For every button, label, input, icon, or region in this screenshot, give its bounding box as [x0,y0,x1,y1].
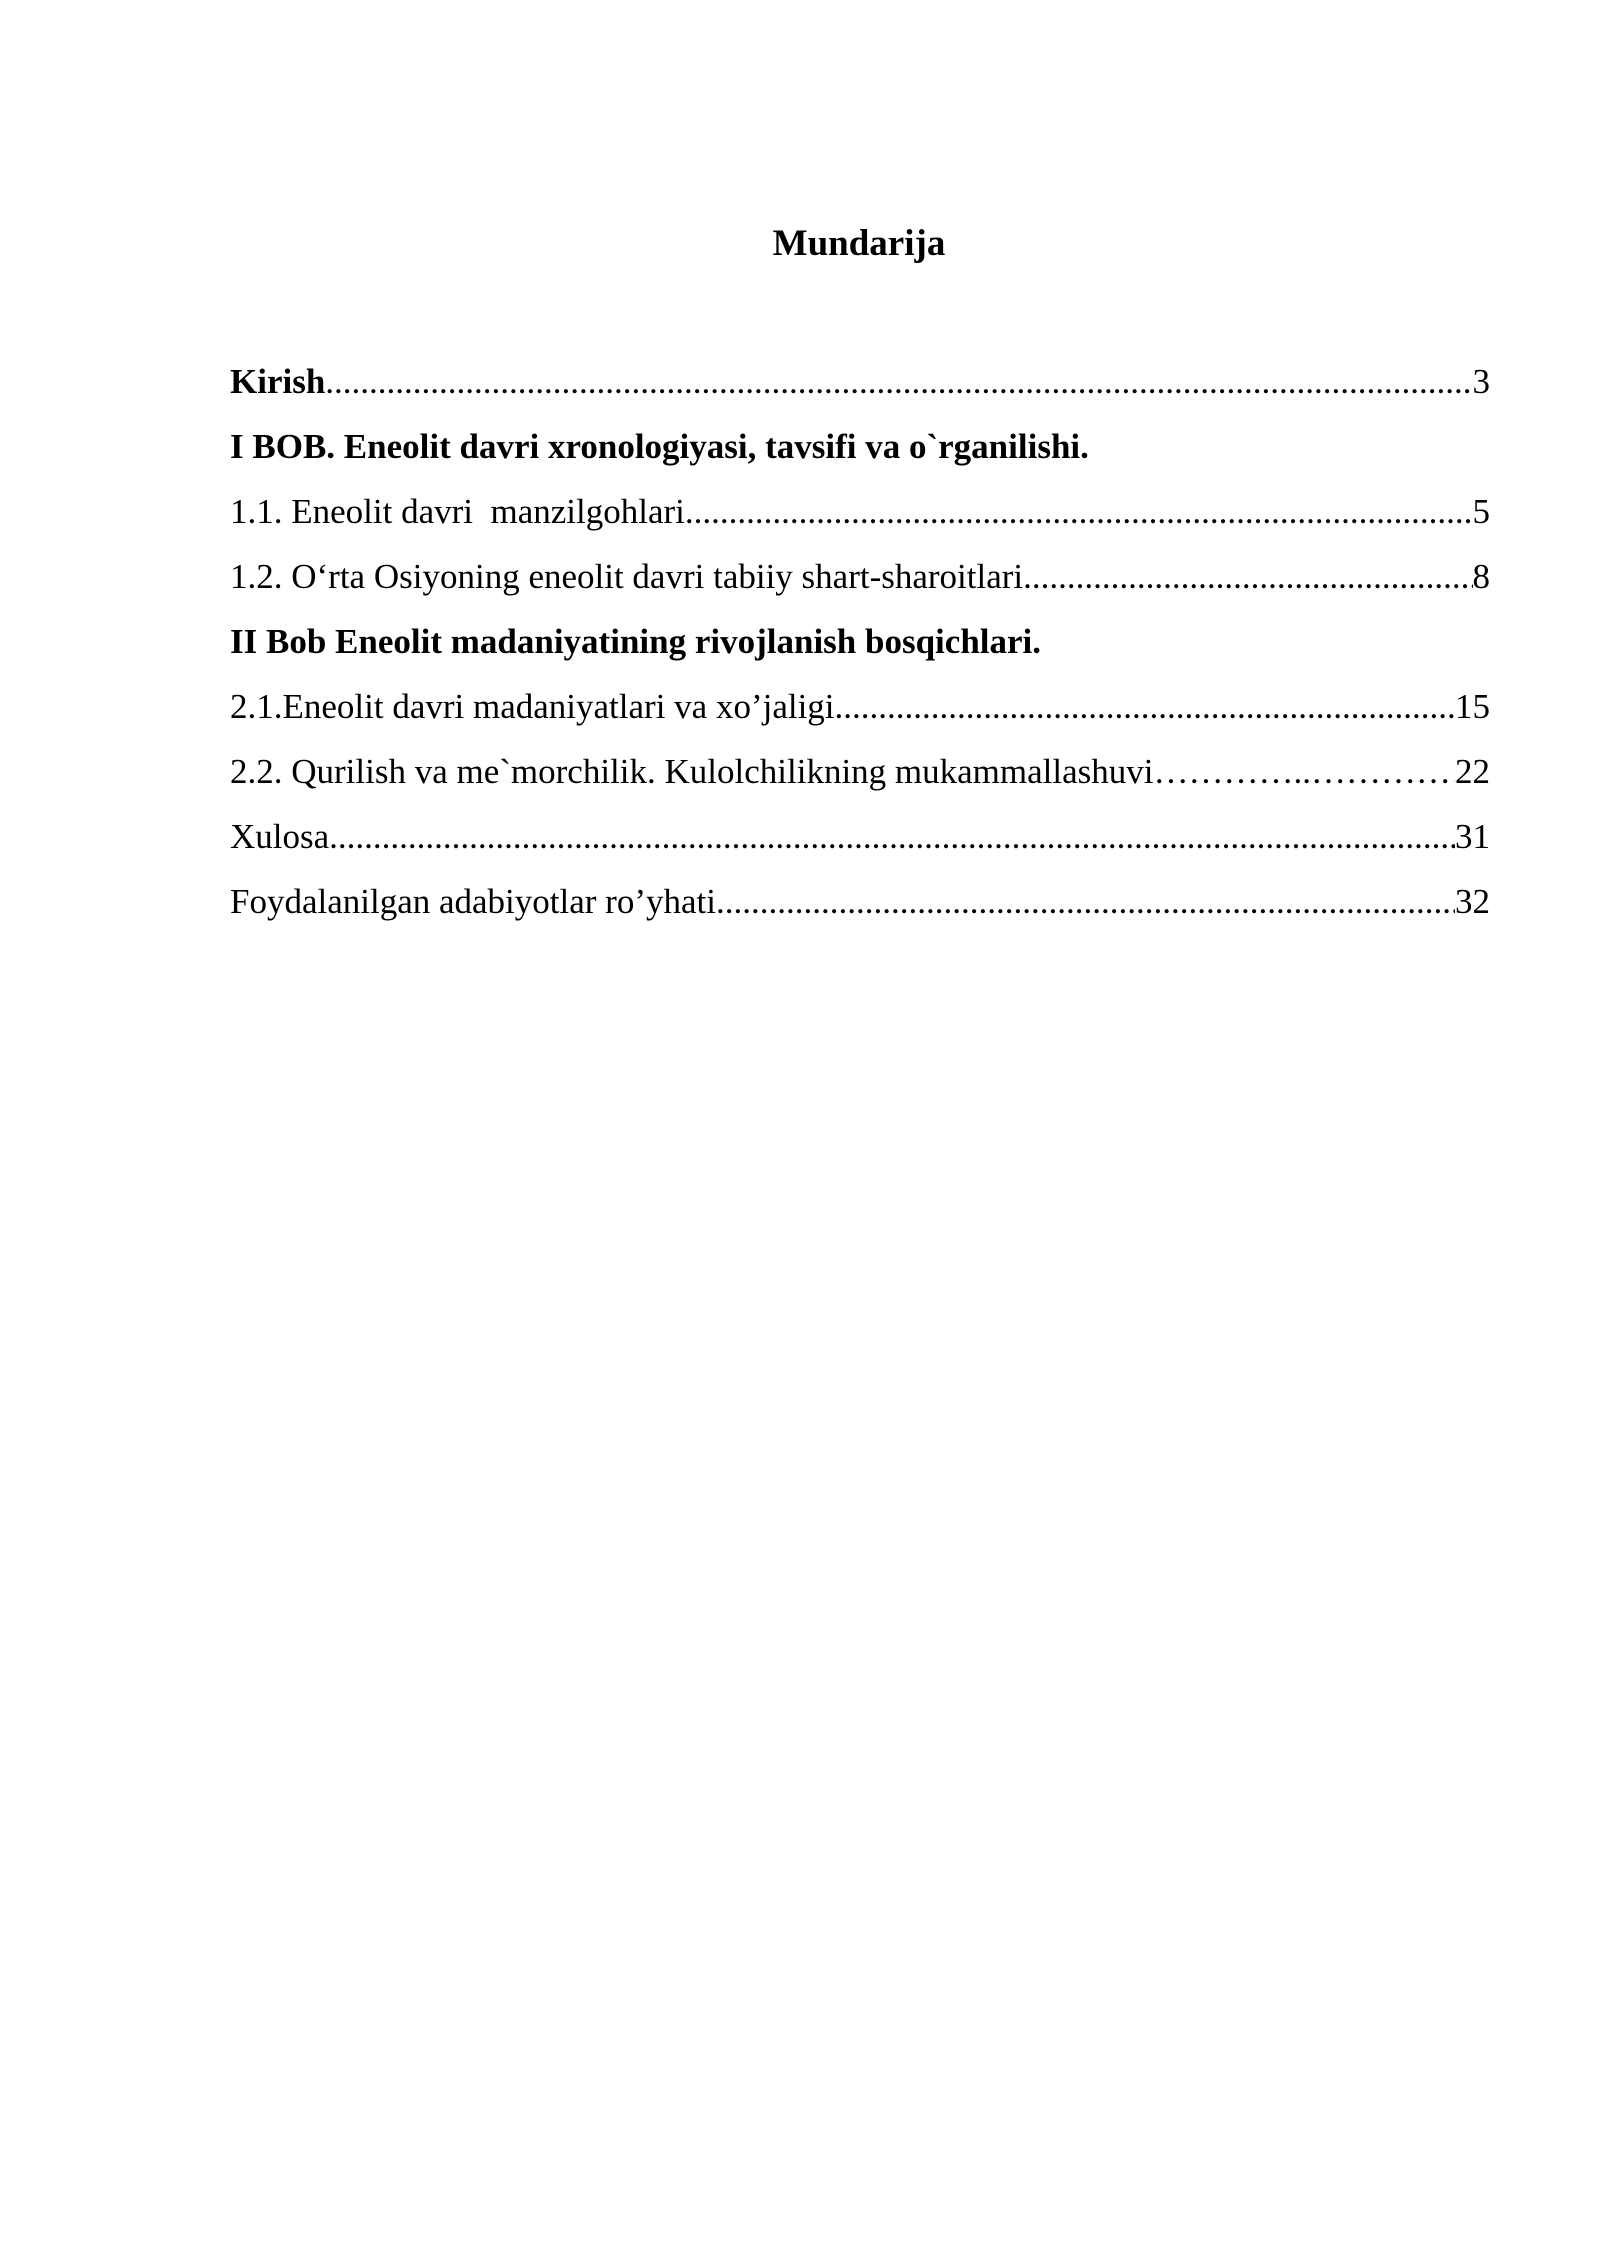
toc-page-number: 22 [1455,752,1490,791]
toc-page-number: 31 [1455,817,1490,856]
toc-entry-xulosa [230,811,1490,876]
toc-entry-title: 2.2. Qurilish va me`morchilik. Kulolchilikning mukammallashuvi [230,752,1154,791]
toc-dot-leader [329,811,1455,863]
toc-entry-title: 1.2. O‘rta Osiyoning eneolit davri tabiiy shart-sharoitlari [230,557,1024,596]
toc-entry-adabiyotlar [230,876,1490,941]
toc-page-number: 8 [1472,557,1490,596]
toc-dot-leader [1023,551,1472,603]
toc-entry-title: 2.1.Eneolit davri madaniyatlari va xo’jaligi [230,687,835,726]
toc-entry-2-1 [230,681,1490,746]
toc-entry-1-2 [230,551,1490,616]
toc-dot-leader [325,356,1472,408]
toc-dot-leader [685,486,1473,538]
toc-chapter-2 [230,616,1490,681]
table-of-contents [230,356,1490,941]
toc-entry-title: Kirish [230,362,326,401]
toc-entry-title: I BOB. Eneolit davri xronologiyasi, tavsifi va o`rganilishi. [230,427,1089,466]
page-title: Mundarija [772,223,946,264]
toc-entry-title: Xulosa [230,817,330,856]
toc-chapter-1 [230,421,1490,486]
toc-dot-leader [835,681,1455,733]
toc-dot-leader [1153,746,1455,798]
toc-dot-leader [716,876,1455,928]
toc-page-number: 32 [1455,882,1490,921]
toc-entry-title: II Bob Eneolit madaniyatining rivojlanish bosqichlari. [230,622,1042,661]
toc-page-number: 3 [1472,362,1490,401]
toc-page-number: 15 [1455,687,1490,726]
toc-entry-2-2 [230,746,1490,811]
toc-entry-title: Foydalanilgan adabiyotlar ro’yhati [230,882,716,921]
toc-page-number: 5 [1472,492,1490,531]
toc-entry-title: 1.1. Eneolit davri manzilgohlari [230,492,685,531]
toc-entry-1-1 [230,486,1490,551]
toc-entry-kirish [230,356,1490,421]
